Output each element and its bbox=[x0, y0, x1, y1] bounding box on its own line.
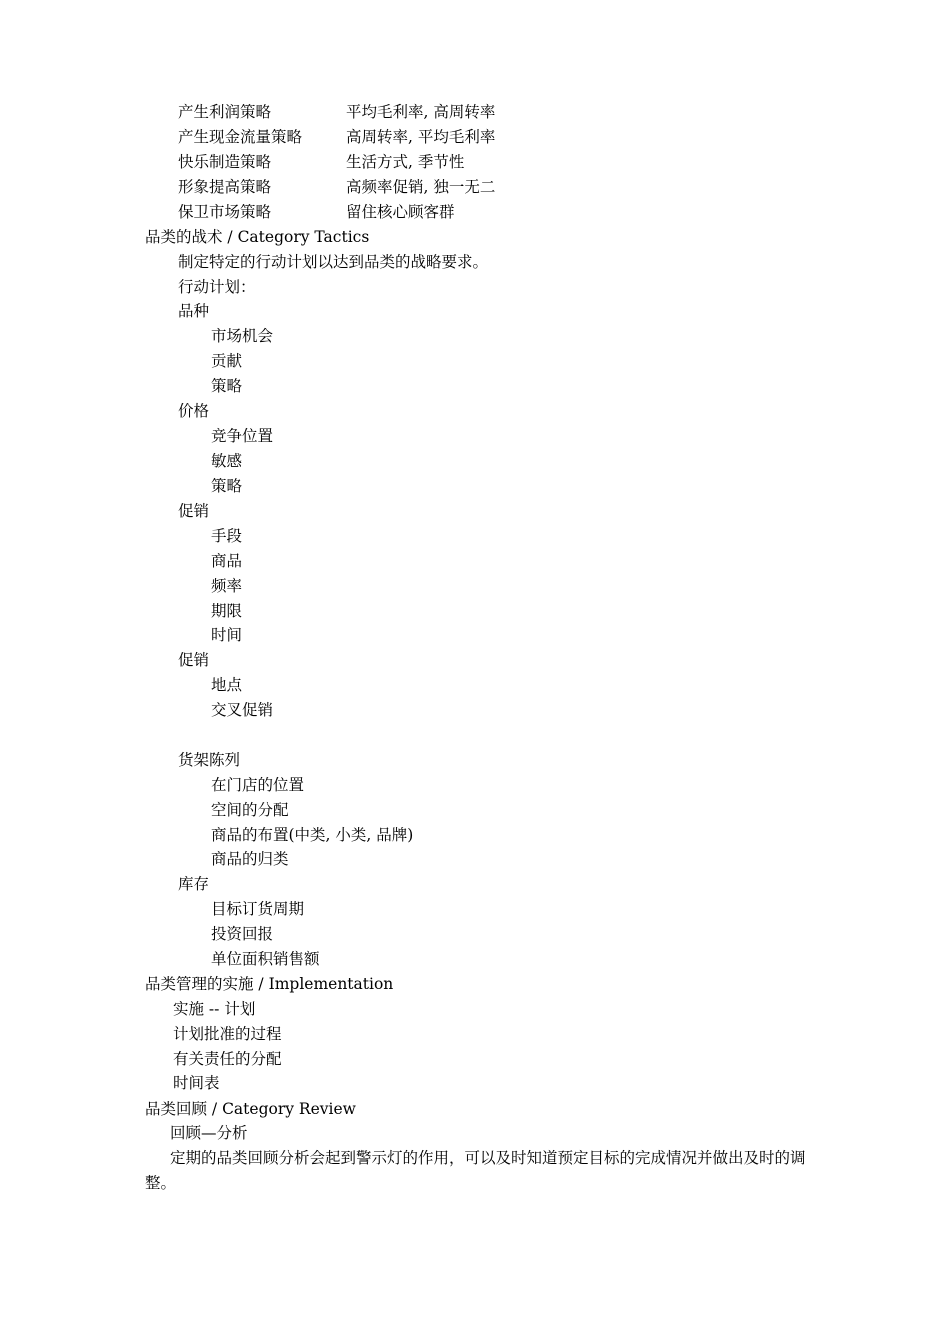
implementation-heading: 品类管理的实施 / Implementation bbox=[145, 975, 394, 993]
review-subheading: 回顾—分析 bbox=[170, 1124, 248, 1142]
list-item: 实施 -- 计划 bbox=[173, 1000, 256, 1018]
list-item: 策略 bbox=[211, 477, 243, 495]
strategy-name: 产生现金流量策略 bbox=[178, 128, 303, 146]
list-item: 地点 bbox=[211, 676, 243, 694]
list-item: 单位面积销售额 bbox=[211, 950, 320, 968]
assortment-label: 品种 bbox=[178, 302, 210, 320]
list-item: 交叉促销 bbox=[211, 701, 274, 719]
shelf-label: 货架陈列 bbox=[178, 751, 241, 769]
list-item: 策略 bbox=[211, 377, 243, 395]
review-paragraph: 定期的品类回顾分析会起到警示灯的作用，可以及时知道预定目标的完成情况并做出及时的调整。 bbox=[145, 1149, 806, 1192]
list-item: 贡献 bbox=[211, 352, 243, 370]
list-item: 竞争位置 bbox=[211, 427, 274, 445]
list-item: 时间表 bbox=[173, 1074, 220, 1092]
strategy-indicators: 生活方式, 季节性 bbox=[346, 153, 465, 171]
promotion-label: 促销 bbox=[178, 502, 210, 520]
review-heading: 品类回顾 / Category Review bbox=[145, 1100, 356, 1118]
list-item: 频率 bbox=[211, 577, 243, 595]
tactics-intro: 制定特定的行动计划以达到品类的战略要求。 bbox=[178, 253, 489, 271]
inventory-label: 库存 bbox=[178, 875, 210, 893]
strategy-name: 形象提高策略 bbox=[178, 178, 272, 196]
list-item: 在门店的位置 bbox=[211, 776, 305, 794]
tactics-heading: 品类的战术 / Category Tactics bbox=[145, 228, 370, 246]
list-item: 有关责任的分配 bbox=[173, 1050, 282, 1068]
list-item: 手段 bbox=[211, 527, 243, 545]
strategy-indicators: 高频率促销, 独一无二 bbox=[346, 178, 496, 196]
strategy-name: 保卫市场策略 bbox=[178, 203, 272, 221]
list-item: 空间的分配 bbox=[211, 801, 289, 819]
strategy-indicators: 高周转率, 平均毛利率 bbox=[346, 128, 496, 146]
pricing-label: 价格 bbox=[178, 402, 210, 420]
strategy-indicators: 平均毛利率, 高周转率 bbox=[346, 103, 496, 121]
list-item: 时间 bbox=[211, 626, 243, 644]
list-item: 敏感 bbox=[211, 452, 243, 470]
strategy-name: 快乐制造策略 bbox=[178, 153, 272, 171]
list-item: 投资回报 bbox=[211, 925, 274, 943]
list-item: 期限 bbox=[211, 602, 243, 620]
list-item: 商品的归类 bbox=[211, 850, 289, 868]
strategy-name: 产生利润策略 bbox=[178, 103, 272, 121]
promotion-label: 促销 bbox=[178, 651, 210, 669]
list-item: 商品的布置(中类, 小类, 品牌) bbox=[211, 826, 414, 844]
strategy-indicators: 留住核心顾客群 bbox=[346, 203, 455, 221]
list-item: 商品 bbox=[211, 552, 243, 570]
list-item: 市场机会 bbox=[211, 327, 274, 345]
plan-label: 行动计划： bbox=[178, 278, 256, 296]
list-item: 目标订货周期 bbox=[211, 900, 305, 918]
list-item: 计划批准的过程 bbox=[173, 1025, 282, 1043]
